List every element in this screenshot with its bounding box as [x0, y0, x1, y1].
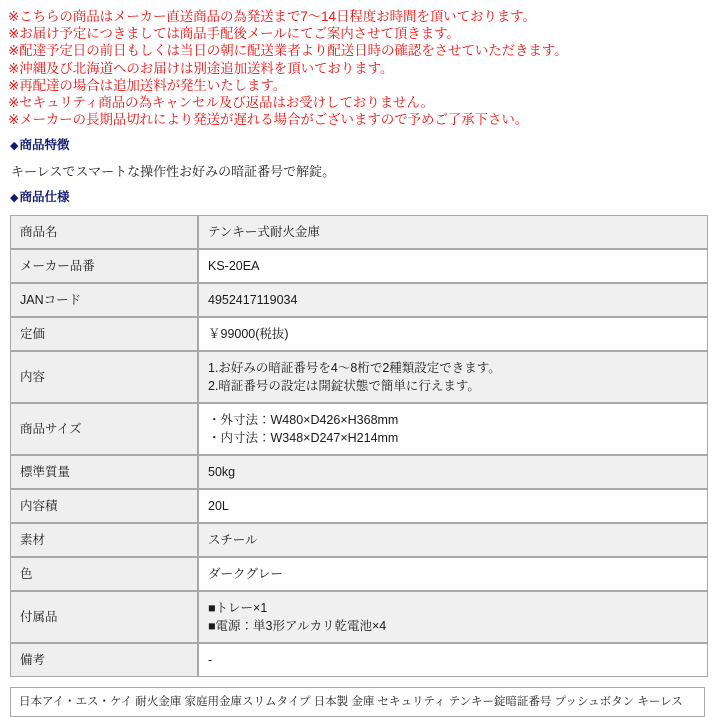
- spec-label-cell: 標準質量: [10, 455, 198, 489]
- spec-value-line: KS-20EA: [208, 259, 260, 274]
- table-row: [10, 317, 708, 351]
- specs-heading: [10, 189, 707, 206]
- spec-value-cell: [198, 215, 708, 249]
- spec-value-line: 1.お好みの暗証番号を4～8桁で2種類設定できます。: [208, 361, 501, 376]
- table-row: [10, 523, 708, 557]
- notice-line: ※沖縄及び北海道へのお届けは別途追加送料を頂いております。: [8, 60, 394, 76]
- spec-label-cell: 素材: [10, 523, 198, 557]
- spec-value-line: ■トレー×1: [208, 601, 268, 616]
- table-row: [10, 557, 708, 591]
- table-row: [10, 489, 708, 523]
- features-heading: [10, 137, 707, 154]
- spec-value-line: 50kg: [208, 465, 236, 480]
- spec-label-cell: 備考: [10, 643, 198, 677]
- table-row: [10, 643, 708, 677]
- shipping-notice-list: [8, 8, 707, 128]
- features-heading-label: 商品特徴: [19, 138, 70, 153]
- spec-value-cell: [198, 317, 708, 351]
- notice-line: ※配達予定日の前日もしくは当日の朝に配送業者より配送日時の確認をさせていただきます。: [8, 43, 568, 59]
- spec-value-line: 20L: [208, 499, 229, 514]
- spec-label-cell: JANコード: [10, 283, 198, 317]
- spec-value-line: ・内寸法：W348×D247×H214mm: [208, 431, 399, 446]
- spec-value-line: ■電源：単3形アルカリ乾電池×4: [208, 619, 387, 634]
- spec-value-cell: [198, 283, 708, 317]
- diamond-icon: ◆: [10, 192, 19, 205]
- features-text: キーレスでスマートな操作性お好みの暗証番号で解錠。: [11, 164, 336, 180]
- spec-value-cell: [198, 455, 708, 489]
- table-row: [10, 351, 708, 403]
- specs-heading-label: 商品仕様: [19, 190, 70, 205]
- spec-value-cell: [198, 249, 708, 283]
- spec-value-cell: [198, 643, 708, 677]
- spec-value-line: 4952417119034: [208, 293, 298, 308]
- notice-line: ※こちらの商品はメーカー直送商品の為発送まで7～14日程度お時間を頂いております。: [8, 9, 536, 24]
- spec-label-cell: 商品名: [10, 215, 198, 249]
- spec-value-line: テンキー式耐火金庫: [208, 225, 320, 240]
- notice-line: ※お届け予定につきましては商品手配後メールにてご案内させて頂きます。: [8, 26, 460, 42]
- spec-value-line: 2.暗証番号の設定は開錠状態で簡単に行えます。: [208, 379, 480, 394]
- notice-line: ※再配達の場合は追加送料が発生いたします。: [8, 77, 287, 93]
- table-row: [10, 591, 708, 643]
- spec-label-cell: 内容積: [10, 489, 198, 523]
- spec-table: [10, 215, 708, 677]
- spec-label-cell: メーカー品番: [10, 249, 198, 283]
- spec-value-cell: [198, 523, 708, 557]
- spec-label-cell: 商品サイズ: [10, 403, 198, 455]
- table-row: [10, 403, 708, 455]
- keyword-bar: 日本アイ・エス・ケイ 耐火金庫 家庭用金庫スリムタイプ 日本製 金庫 セキュリティ テンキー錠暗証番号 プッシュボタン キーレス: [10, 687, 705, 717]
- diamond-icon: ◆: [10, 140, 19, 153]
- spec-label-cell: 内容: [10, 351, 198, 403]
- table-row: [10, 249, 708, 283]
- spec-value-cell: [198, 351, 708, 403]
- spec-table-body: [10, 215, 708, 677]
- spec-value-line: ￥99000(税抜): [208, 327, 289, 342]
- table-row: [10, 283, 708, 317]
- table-row: [10, 455, 708, 489]
- spec-value-cell: [198, 557, 708, 591]
- notice-line: ※セキュリティ商品の為キャンセル及び返品はお受けしておりません。: [8, 95, 435, 111]
- spec-value-line: ・外寸法：W480×D426×H368mm: [208, 413, 399, 428]
- spec-table-wrapper: [8, 215, 707, 677]
- table-row: [10, 215, 708, 249]
- spec-value-cell: [198, 591, 708, 643]
- spec-value-line: ダークグレー: [208, 567, 284, 582]
- spec-value-cell: [198, 489, 708, 523]
- spec-label-cell: 定価: [10, 317, 198, 351]
- spec-label-cell: 色: [10, 557, 198, 591]
- spec-value-line: スチール: [208, 533, 258, 548]
- spec-value-line: -: [208, 653, 213, 668]
- spec-label-cell: 付属品: [10, 591, 198, 643]
- spec-value-cell: [198, 403, 708, 455]
- notice-line: ※メーカーの長期品切れにより発送が遅れる場合がございますので予めご了承下さい。: [8, 112, 529, 128]
